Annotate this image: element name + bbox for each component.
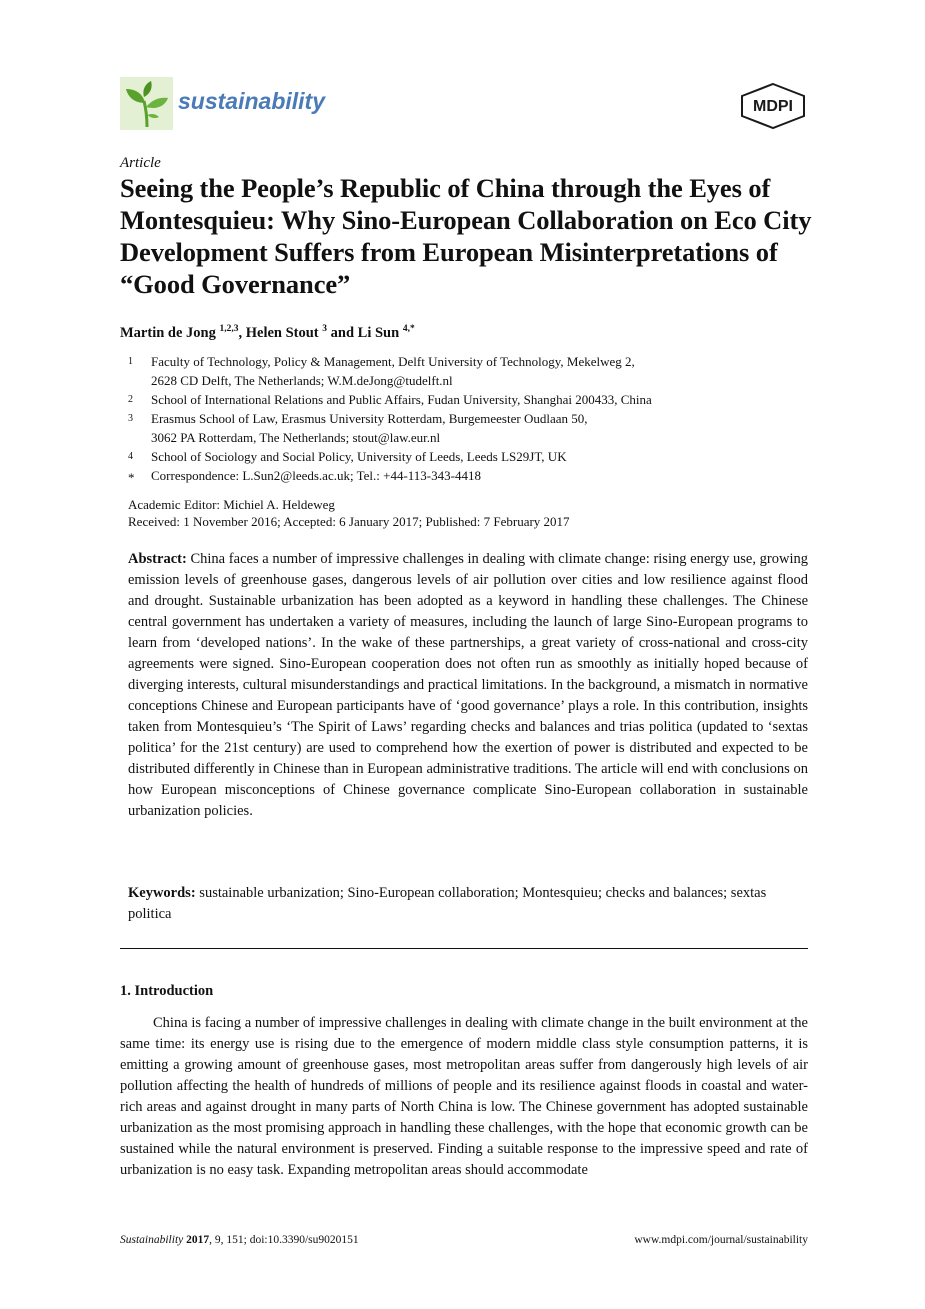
author-name: Li Sun — [357, 324, 400, 341]
affiliation-mark: 3 — [128, 413, 133, 424]
affiliation-mark: 2 — [128, 394, 133, 405]
affiliation-item — [128, 391, 828, 410]
paper-title: Seeing the People’s Republic of China through the Eyes of Montesquieu: Why Sino-European Collaboration on Eco City Development Suffers from European Misinterpretations of “Good Governance” — [120, 173, 812, 299]
author-affiliation: 4,* — [402, 324, 415, 334]
affiliation-text: Erasmus School of Law, Erasmus University Rotterdam, Burgemeester Oudlaan 50, — [151, 411, 588, 426]
intro-paragraph: China is facing a number of impressive challenges in dealing with climate change in the built environment at the same time: its energy use is rising due to the emergence of modern middle class style consumption patterns, it is emitting a growing amount of greenhouse gases, most metropolitan areas suffer from dangerously high levels of air pollution affecting the health of hundreds of millions of people and its resilience against floods in coastal and water-rich areas and against drought in many parts of North China is low. The Chinese government has adopted sustainable urbanization as the most promising approach in handling these challenges, with the hope that economic growth can be sustained while the natural environment is preserved. Finding a suitable response to the impressive speed and rate of urbanization is no easy task. Expanding metropolitan areas should accommodate — [120, 1015, 808, 1178]
journal-url[interactable]: www.mdpi.com/journal/sustainability — [634, 1234, 808, 1246]
keywords — [128, 883, 808, 925]
abstract-label: Abstract: — [128, 551, 187, 567]
correspondence-text: Correspondence: L.Sun2@leeds.ac.uk; Tel.: +44-113-343-4418 — [151, 468, 481, 483]
affiliation-text: 3062 PA Rotterdam, The Netherlands; stout@law.eur.nl — [151, 430, 441, 445]
keywords-text: sustainable urbanization; Sino-European collaboration; Montesquieu; checks and balances; sextas politica — [128, 885, 767, 922]
affiliation-item — [128, 353, 828, 391]
abstract — [128, 549, 808, 822]
abstract-text: China faces a number of impressive challenges in dealing with climate change: rising energy use, growing emission levels of greenhouse gases, dangerous levels of air pollution over cities and low resilience against flood and drought. Sustainable urbanization has been adopted as a keyword in handling these challenges. The Chinese central government has undertaken a variety of measures, including the launch of large Sino-European programs to learn from ‘developed nations’. In the wake of these partnerships, a great variety of cross-national and cross-city agreements were signed. Sino-European cooperation does not often run as smoothly as initially hoped because of diverging interests, cultural misunderstandings and practical limitations. In the background, a mismatch in normative conceptions Chinese and European participants have of ‘good governance’ plays a role. In this contribution, insights taken from Montesquieu’s ‘The Spirit of Laws’ regarding checks and balances and trias politica (updated to ‘sextas politica’ for the 21st century) are used to comprehend how the exertion of power is distributed and expected to be distributed differently in Chinese than in European administrative traditions. The article will end with conclusions on how European misconceptions of Chinese governance complicate Sino-European collaboration in sustainable urbanization policies. — [128, 551, 808, 819]
author-affiliation: 3 — [322, 324, 328, 334]
affiliation-mark: 4 — [128, 451, 133, 462]
author-name: Martin de Jong — [120, 324, 216, 341]
footer-year: 2017 — [186, 1234, 210, 1246]
article-type: Article — [120, 155, 161, 171]
journal-logo — [120, 77, 173, 130]
leaf-sprout-icon — [120, 77, 173, 130]
publication-dates: Received: 1 November 2016; Accepted: 6 January 2017; Published: 7 February 2017 — [128, 514, 570, 529]
citation-footer — [120, 1234, 359, 1246]
affiliation-text: School of Sociology and Social Policy, University of Leeds, Leeds LS29JT, UK — [151, 449, 567, 464]
mdpi-logo — [738, 82, 808, 130]
author-affiliation: 1,2,3 — [219, 324, 239, 334]
mdpi-logo-text: MDPI — [753, 98, 793, 115]
footer-journal: Sustainability — [120, 1234, 184, 1246]
section-heading: 1. Introduction — [120, 983, 214, 999]
keywords-label: Keywords: — [128, 885, 196, 901]
academic-editor: Academic Editor: Michiel A. Heldeweg — [128, 497, 335, 512]
section-divider — [120, 948, 808, 949]
affiliation-item — [128, 448, 828, 467]
author-name: Helen Stout — [245, 324, 319, 341]
affiliation-item — [128, 410, 828, 448]
affiliation-mark: * — [128, 470, 135, 485]
affiliation-text: School of International Relations and Public Affairs, Fudan University, Shanghai 200433, China — [151, 392, 652, 407]
affiliation-mark: 1 — [128, 356, 133, 367]
correspondence-item — [128, 467, 828, 486]
affiliation-text: 2628 CD Delft, The Netherlands; W.M.deJong@tudelft.nl — [151, 373, 453, 388]
author-list: Martin de Jong $^{1,2,3}$, Helen Stout $^3$ and Li Sun $^{4,*}$ — [120, 324, 415, 341]
footer-citation: , 9, 151; doi:10.3390/su9020151 — [209, 1234, 359, 1246]
affiliation-text: Faculty of Technology, Policy & Management, Delft University of Technology, Mekelweg 2, — [151, 354, 635, 369]
journal-name: sustainability — [178, 88, 325, 114]
